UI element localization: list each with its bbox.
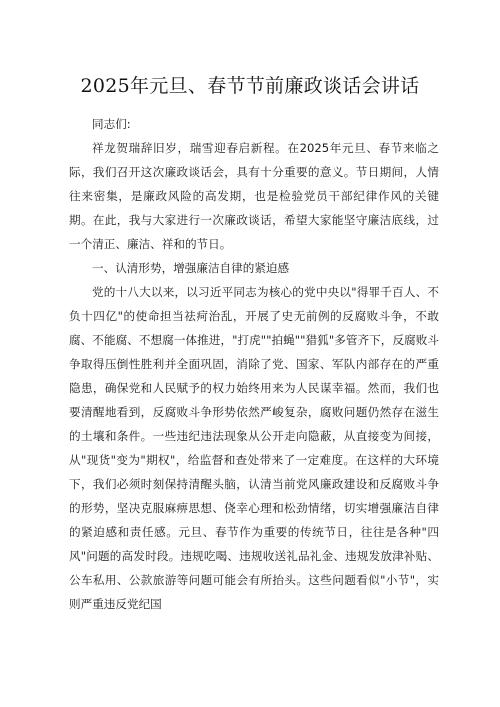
paragraph-intro: 祥龙贺瑞辞旧岁，瑞雪迎春启新程。在2025年元旦、春节来临之际，我们召开这次廉政谈话会，具有十分重要的意义。节日期间，人情往来密集，是廉政风险的高发期，也是检验党员干部纪律作风的关键期。在此，我与大家进行一次廉政谈话，希望大家能坚守廉洁底线，过一个清正、廉洁、祥和的节日。 xyxy=(69,141,439,251)
paragraph-section-1: 党的十八大以来，以习近平同志为核心的党中央以"得罪千百人、不负十四亿"的使命担当祛疴治乱，开展了史无前例的反腐败斗争，不敢腐、不能腐、不想腐一体推进，"打虎""拍蝇""猎狐"多管齐下，反腐败斗争取得压倒性胜利并全面巩固，消除了党、国家、军队内部存在的严重隐患，确保党和人民赋予的权力始终用来为人民谋幸福。然而，我们也要清醒地看到，反腐败斗争形势依然严峻复杂，腐败问题仍然存在滋生的土壤和条件。一些违纪违法现象从公开走向隐蔽，从直接变为间接，从"现货"变为"期权"，给监督和查处带来了一定难度。在这样的大环境下，我们必须时刻保持清醒头脑，认清当前党风廉政建设和反腐败斗争的形势，坚决克服麻痹思想、侥幸心理和松劲情绪，切实增强廉洁自律的紧迫感和责任感。元旦、春节作为重要的传统节日，往往是各种"四风"问题的高发时段。违规吃喝、违规收送礼品礼金、违规发放津补贴、公车私用、公款旅游等问题可能会有所抬头。这些问题看似"小节"，实则严重违反党纪国 xyxy=(69,285,439,611)
salutation: 同志们: xyxy=(92,117,131,131)
document-title: 2025年元旦、春节节前廉政谈话会讲话 xyxy=(80,75,420,97)
document-body xyxy=(69,112,439,616)
section-heading-1: 一、认清形势，增强廉洁自律的紧迫感 xyxy=(92,261,290,275)
